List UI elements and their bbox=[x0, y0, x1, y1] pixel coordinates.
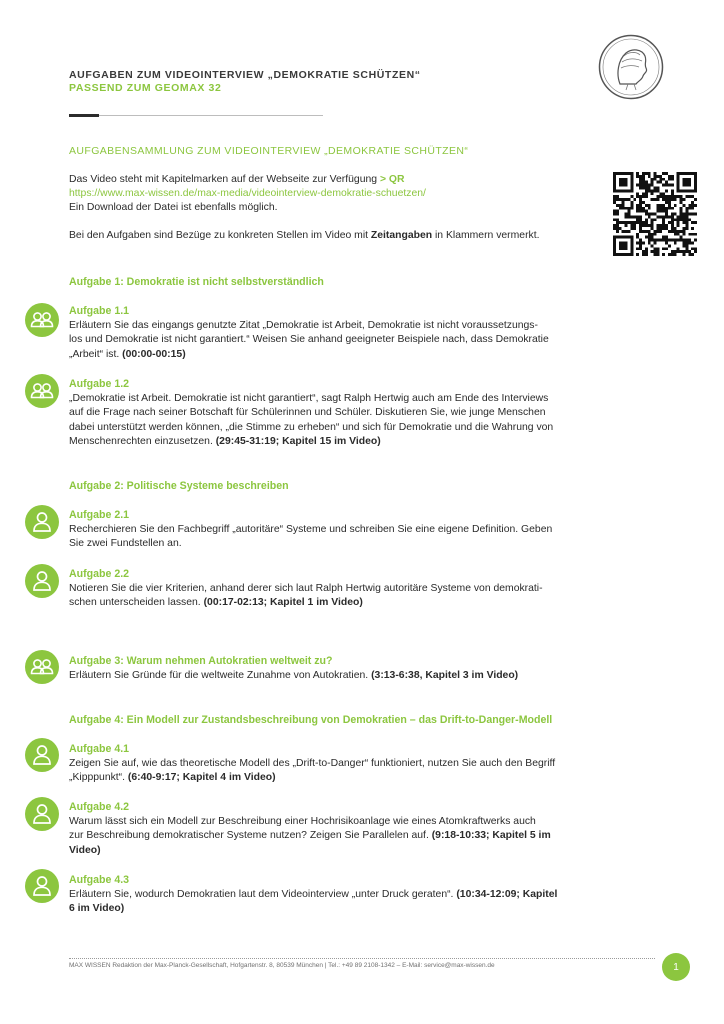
time-reference: (9:18-10:33; Kapitel 5 im bbox=[431, 830, 551, 841]
group-work-icon bbox=[25, 374, 59, 408]
task-4-1-title: Aufgabe 4.1 bbox=[69, 743, 130, 755]
individual-work-icon bbox=[25, 797, 59, 831]
section-title: AUFGABENSAMMLUNG ZUM VIDEOINTERVIEW „DEMOKRATIE SCHÜTZEN“ bbox=[69, 145, 469, 157]
qr-code[interactable] bbox=[613, 172, 697, 256]
task-1-1-title: Aufgabe 1.1 bbox=[69, 305, 130, 317]
header-divider bbox=[69, 115, 323, 116]
qr-reference[interactable]: > QR bbox=[379, 174, 405, 185]
individual-work-icon bbox=[25, 564, 59, 598]
header-divider-accent bbox=[69, 114, 99, 117]
video-link[interactable]: https://www.max-wissen.de/max-media/videointerview-demokratie-schuetzen/ bbox=[69, 188, 426, 199]
task-4-1: Aufgabe 4.1 Zeigen Sie auf, wie das theoretische Modell des „Drift-to-Danger“ funktioniert, nutzen Sie auch den Begriff „Kipppunkt“. (6:40-9:17; Kapitel 4 im Video) bbox=[69, 742, 609, 786]
task-2-2: Aufgabe 2.2 Notieren Sie die vier Kriterien, anhand derer sich laut Ralph Hertwig autoritäre Systeme von demokrati- schen unterscheiden lassen. (00:17-02:13; Kapitel 1 im Video) bbox=[69, 567, 609, 611]
group-work-icon bbox=[25, 650, 59, 684]
time-reference: (29:45-31:19; Kapitel 15 im Video) bbox=[215, 436, 381, 447]
page-number: 1 bbox=[662, 953, 690, 981]
document-title: AUFGABEN ZUM VIDEOINTERVIEW „DEMOKRATIE SCHÜTZEN“ bbox=[69, 69, 421, 81]
time-reference: (00:00-00:15) bbox=[122, 348, 186, 360]
task-1-1: Aufgabe 1.1 Erläutern Sie das eingangs genutzte Zitat „Demokratie ist Arbeit, Demokratie ist nicht voraussetzungs- los und Demokratie ist nicht garantiert.“ Weisen Sie anhand geeigneter Beispiele nach, dass Demokratie „Arbeit“ ist. (00:00-00:15) bbox=[69, 304, 609, 362]
time-reference: (6:40-9:17; Kapitel 4 im Video) bbox=[127, 772, 276, 783]
individual-work-icon bbox=[25, 738, 59, 772]
task-3: Aufgabe 3: Warum nehmen Autokratien weltweit zu? Erläutern Sie Gründe für die weltweite Zunahme von Autokratien. (3:13-6:38, Kapitel 3 im Video) bbox=[69, 654, 609, 683]
intro-line-3: Ein Download der Datei ist ebenfalls möglich. bbox=[69, 202, 278, 213]
intro-line-4: Bei den Aufgaben sind Bezüge zu konkreten Stellen im Video mit Zeitangaben in Klammern vermerkt. bbox=[69, 230, 540, 241]
task-4-3: Aufgabe 4.3 Erläutern Sie, wodurch Demokratien laut dem Videointerview „unter Druck geraten“. (10:34-12:09; Kapitel 6 im Video) bbox=[69, 873, 609, 917]
task-4-2-title: Aufgabe 4.2 bbox=[69, 801, 130, 813]
task-group-4-heading: Aufgabe 4: Ein Modell zur Zustandsbeschreibung von Demokratien – das Drift-to-Danger-Modell bbox=[69, 714, 553, 726]
task-1-2-title: Aufgabe 1.2 bbox=[69, 378, 130, 390]
task-group-1-heading: Aufgabe 1: Demokratie ist nicht selbstverständlich bbox=[69, 276, 324, 288]
footer-divider bbox=[69, 958, 655, 959]
task-2-2-title: Aufgabe 2.2 bbox=[69, 568, 130, 580]
task-4-3-title: Aufgabe 4.3 bbox=[69, 874, 130, 886]
time-reference: (00:17-02:13; Kapitel 1 im Video) bbox=[203, 597, 363, 608]
time-reference: (10:34-12:09; Kapitel bbox=[456, 888, 558, 900]
document-subtitle: PASSEND ZUM GEOMAX 32 bbox=[69, 82, 222, 94]
group-work-icon bbox=[25, 303, 59, 337]
time-reference: (3:13-6:38, Kapitel 3 im Video) bbox=[371, 669, 519, 681]
individual-work-icon bbox=[25, 505, 59, 539]
task-1-2: Aufgabe 1.2 „Demokratie ist Arbeit. Demokratie ist nicht garantiert“, sagt Ralph Hertwig auch am Ende des Interviews auf die Frage nach seiner Botschaft für Schülerinnen und Schüler. Diskutieren Sie, wie junge Menschen dabei unterstützt werden können, „die Stimme zu erheben“ und sich für Demokratie und die Wahrung von Menschenrechten einzusetzen. (29:45-31:19; Kapitel 15 im Video) bbox=[69, 377, 609, 450]
task-2-1-title: Aufgabe 2.1 bbox=[69, 509, 130, 521]
task-2-1: Aufgabe 2.1 Recherchieren Sie den Fachbegriff „autoritäre“ Systeme und schreiben Sie eine eigene Definition. Geben Sie zwei Fundstellen an. bbox=[69, 508, 609, 552]
intro-line-1: Das Video steht mit Kapitelmarken auf der Webseite zur Verfügung > QR bbox=[69, 174, 405, 185]
task-3-title: Aufgabe 3: Warum nehmen Autokratien weltweit zu? bbox=[69, 655, 333, 667]
task-group-2-heading: Aufgabe 2: Politische Systeme beschreiben bbox=[69, 480, 289, 492]
task-4-2: Aufgabe 4.2 Warum lässt sich ein Modell zur Beschreibung einer Hochrisikoanlage wie eines Atomkraftwerks auch zur Beschreibung demokratischer Systeme nutzen? Zeigen Sie Parallelen auf. (9:18-10:33; Kapitel 5 im Video) bbox=[69, 800, 609, 858]
footer-text: MAX WISSEN Redaktion der Max-Planck-Gesellschaft, Hofgartenstr. 8, 80539 München | Tel.: +49 89 2108-1342 – E-Mail: service@max-wissen.de bbox=[69, 962, 495, 969]
individual-work-icon bbox=[25, 869, 59, 903]
intro-text bbox=[69, 173, 589, 243]
minerva-logo bbox=[598, 34, 664, 100]
